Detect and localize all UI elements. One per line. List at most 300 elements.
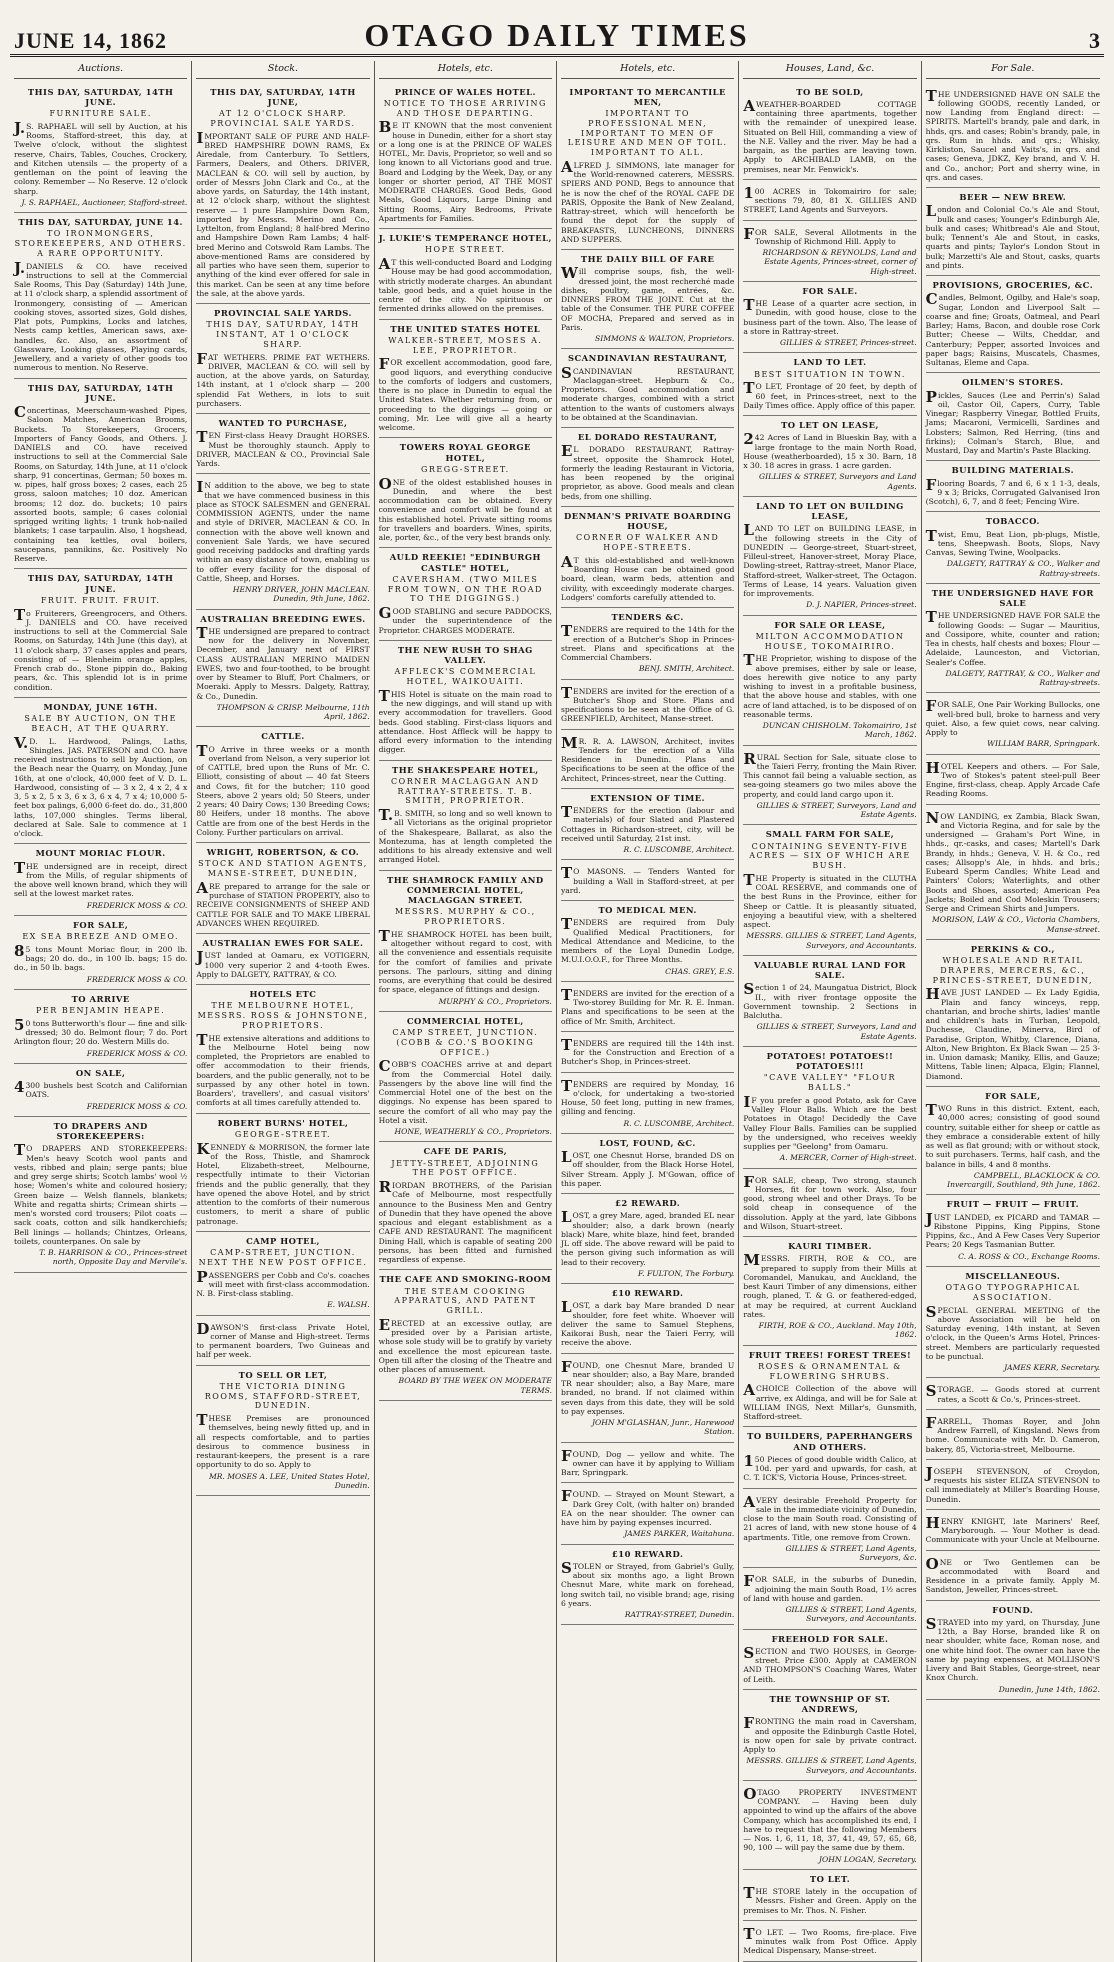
ad-body: THIS Hotel is situate on the main road to the new diggings, and will stand up with every accommodation for travellers. Good beds. Good stabling. First-class liquors and attendance. Host Affleck will be happy to afford every information to the intending digger. bbox=[378, 686, 552, 755]
ad-body: HOTEL Keepers and others. — For Sale, Two of Stokes's patent steel-pull Beer Engine, first-class, cheap. Apply Arcade Cafe Reading Rooms. bbox=[925, 758, 1100, 799]
advertisement bbox=[14, 213, 187, 379]
ad-signature: JAMES PARKER, Waitahuna. bbox=[624, 1529, 735, 1539]
ad-body: TENDERS are invited for the erection of a Two-storey Building for Mr. R. E. Inman. Plans and specifications to be seen at the office of Mr. Smith, Architect. bbox=[560, 985, 735, 1026]
newspaper-title: OTAGO DAILY TIMES bbox=[364, 17, 750, 53]
column-heading: Hotels, etc. bbox=[561, 61, 734, 79]
ad-body: AT this well-conducted Board and Lodging House may be had good accommodation, with strictly moderate charges. An abundant table, good beds, and a quiet house in the centre of the city. No spirituous or fermented drinks allowed on the premises. bbox=[378, 255, 552, 314]
ad-body: STORAGE. — Goods stored at current rates, a Scott & Co.'s, Princes-street. bbox=[925, 1382, 1100, 1404]
advertisement bbox=[926, 1460, 1100, 1510]
ad-subheadline: AT 12 O'CLOCK SHARP. PROVINCIAL SALE YARDS. bbox=[210, 109, 356, 128]
newspaper-page bbox=[10, 10, 1104, 1956]
ad-subheadline: OTAGO TYPOGRAPHICAL ASSOCIATION. bbox=[945, 1283, 1081, 1302]
advertisement bbox=[743, 1047, 916, 1169]
ad-signature: MURPHY & CO., Proprietors. bbox=[438, 996, 552, 1006]
ad-body: FARRELL, Thomas Royer, and John Andrew Farrell, of Kingsland. News from home. Communicate with Mr. D. Cameron, bakery, 85, Victoria-street, Melbourne. bbox=[925, 1413, 1100, 1454]
advertisement bbox=[379, 761, 552, 871]
ad-headline: TO DRAPERS AND STOREKEEPERS: bbox=[53, 1120, 148, 1142]
ad-headline: THE SHAKESPEARE HOTEL, bbox=[391, 764, 539, 775]
ad-body: Section 1 of 24, Maungatua District, Block II., with river frontage opposite the Government township. 2 Sections in Balclutha. bbox=[743, 980, 917, 1021]
advertisement bbox=[743, 1169, 916, 1238]
ad-headline: CAMP HOTEL, bbox=[246, 1235, 320, 1246]
ad-headline: EXTENSION OF TIME. bbox=[590, 792, 706, 803]
ad-body: TENDERS are required from Duly Qualified Medical Practitioners, for Medical Attendance and Medicine, to the members of the Loyal Dunedin Lodge, M.U.I.O.O.F., for Three Months. bbox=[560, 915, 735, 965]
ad-headline: FOR SALE, bbox=[985, 1090, 1041, 1101]
ad-subheadline: MESSRS. MURPHY & CO., PROPRIETORS. bbox=[394, 907, 536, 927]
advertisement bbox=[14, 83, 187, 214]
ad-subheadline: FURNITURE SALE. bbox=[49, 109, 152, 119]
ad-body: ONE of the oldest established houses in Dunedin, and where the best accommodation can be obtained. Every convenience and comfort will be found at this established hotel. Private sitting rooms for travellers and boarders. Wines, spirits, ale, porter, &c., of the very best brands only. bbox=[378, 474, 552, 543]
ad-headline: THE TOWNSHIP OF ST. ANDREWS, bbox=[769, 1693, 891, 1715]
advertisement bbox=[379, 641, 552, 761]
ad-signature: J. S. RAPHAEL, Auctioneer, Stafford-street. bbox=[21, 197, 188, 207]
ad-headline: TO BE SOLD, bbox=[796, 86, 864, 97]
ad-signature: RATTRAY-STREET, Dunedin. bbox=[624, 1610, 735, 1620]
advertisement bbox=[561, 1354, 734, 1443]
ad-signature: CAMPBELL, BLACKLOCK & CO. Invercargill, Southland, 9th June, 1862. bbox=[947, 1170, 1100, 1190]
ad-body: Flooring Boards, 7 and 6, 6 x 1 1-3, deals, 9 x 3; Bricks, Corrugated Galvanised Iron (Scotch), 6, 7, and 8 feet; Fencing Wire. bbox=[925, 475, 1100, 507]
ad-headline: WANTED TO PURCHASE, bbox=[218, 418, 348, 429]
ad-subheadline: CONTAINING SEVENTY-FIVE ACRES — SIX OF WHICH ARE BUSH. bbox=[749, 841, 911, 871]
ad-headline: MONDAY, JUNE 16TH. bbox=[43, 701, 158, 712]
ad-body: IMPORTANT SALE OF PURE AND HALF-BRED HAMPSHIRE DOWN RAMS, Ex Airedale, from Canterbury. To Settlers, Farmers, Dealers, and Others. DRIVER, MACLEAN & CO. will sell by auction, by order of Messrs John Clark and Co., at the above yards, on Saturday, the 14th instant, at 12 o'clock sharp, without the slightest reserve — 1 pure Hampshire Down Ram, imported by Messrs. Merino and Co., Lyttelton, from England; 8 half-bred Merino and Hampshire Down Ram Lambs; 4 half-bred Merino and Cotswold Ram Lambs. The above-mentioned Rams are considered by all parties who have seen them, superior to anything of the kind ever offered for sale in this market. Can be seen at any time before the sale, at the above yards. bbox=[196, 128, 370, 298]
ad-body: TEN First-class Heavy Draught HORSES. Must be thoroughly staunch. Apply to DRIVER, MACLEAN & CO., Provincial Sale Yards. bbox=[196, 428, 370, 469]
ad-headline: TO LET ON LEASE, bbox=[781, 420, 879, 431]
advertisement bbox=[196, 304, 369, 414]
ad-body: THE extensive alterations and additions to the Melbourne Hotel being now completed, the Proprietors are enabled to offer accommodation to their friends, boarders, and the public generally, not to be surpassed by any other hotel in town. Boarders', travellers', and casual visitors' comforts at all times carefully attended to. bbox=[196, 1030, 370, 1108]
ad-body: Candles, Belmont, Ogilby, and Hale's soap, Sugar, London and Liverpool Salt — coarse and fine; Groats, Oatmeal, and Pearl Barley; Hams, Bacon, and double rose Cork Butter; Cheese — Wilts, Cheddar, and Canterbury; Pepper, assorted Invoices and paper bags; Raisins, Muscatels, Chasmes, Sultanas, Eleme and Capa. bbox=[925, 290, 1100, 368]
ad-headline: TO MEDICAL MEN. bbox=[598, 905, 697, 916]
ad-signature: C. A. ROSS & CO., Exchange Rooms. bbox=[958, 1251, 1100, 1261]
advertisement bbox=[561, 1194, 734, 1284]
ad-body: TO MASONS. — Tenders Wanted for building a Wall in Stafford-street, at per yard. bbox=[560, 864, 735, 895]
ad-subheadline: HOPE STREET. bbox=[425, 245, 506, 255]
ad-headline: FOUND. bbox=[992, 1604, 1034, 1615]
ad-body: THE Proprietor, wishing to dispose of the above premises, either by sale or lease, does herewith give notice to any party wishing to invest in a profitable business, that the above house and stables, with one acre of land attached, is to be disposed of on reasonable terms. bbox=[743, 651, 917, 719]
advertisement bbox=[14, 569, 187, 698]
ad-body: OTAGO PROPERTY INVESTMENT COMPANY. — Having been duly appointed to wind up the affairs of the above Company, which has accomplished its end, I have to request that the following Members — Nos. 1, 6, 11, 18, 37, 41, 49, 57, 65, 68, 90, 100 — will pay the same due by them. bbox=[743, 1784, 917, 1853]
advertisement bbox=[926, 1267, 1100, 1379]
advertisement bbox=[561, 982, 734, 1032]
ad-body: JOSEPH STEVENSON, of Croydon, requests his sister ELIZA STEVENSON to call immediately at Miller's Boarding House, Dunedin. bbox=[925, 1463, 1100, 1504]
ad-body: AWEATHER-BOARDED COTTAGE containing three apartments, together with the remainder of unexpired lease. Situated on Bell Hill, commanding a view of the N.E. Valley and the river. May be had a bargain, as the parties are leaving town. Apply to ARCHIBALD LAMB, on the premises, near Mr. Fenwick's. bbox=[743, 96, 917, 174]
ad-body: FAT WETHERS. PRIME FAT WETHERS. DRIVER, MACLEAN & CO. will sell by auction, at the above yards, on Saturday, 14th instant, at 1 o'clock sharp — 200 splendid Fat Wethers, in lots to suit purchasers. bbox=[196, 349, 370, 408]
ad-body: FOUND, one Chesnut Mare, branded U near shoulder; also, a Bay Mare, branded TR near shoulder; also, a Bay Mare, mare branded, no brand. If not claimed within seven days from this date, they will be sold to pay expenses. bbox=[560, 1357, 735, 1416]
ad-body: FOUND. — Strayed on Mount Stewart, a Dark Grey Colt, (with halter on) branded EA on the near shoulder. The owner can have him by paying expenses incurred. bbox=[560, 1487, 735, 1528]
advertisement bbox=[14, 844, 187, 916]
ad-headline: THIS DAY, SATURDAY, 14TH JUNE. bbox=[27, 382, 174, 403]
ad-body: Concertinas, Meerschaum-washed Pipes, Saloon Matches, American Brooms, Buckets. To Storekeepers, Grocers, Importers of Fancy Goods, and Others. J. DANIELS and CO. have received instructions to sell at the Commercial Sale Rooms, on Saturday, 14th June, at 11 o'clock sharp, 91 concertinas, German; 50 boxes m. w. pipes, half gross boxes; 2 cases, each 25 gross, saloon matches; 10 doz. American brooms; 12 doz. do. buckets; 10 pairs assorted boots, sample; 6 cases colonial sprigged writing lights; 1 trunk hob-nailed blankets; 1 case tarpaulin. Also, 1 hogshead, containing tea kettles, oval boilers, saucepans, pannikins, &c. Positively No Reserve. bbox=[14, 403, 188, 564]
column-1 bbox=[10, 61, 192, 1962]
ad-subheadline: GREGG-STREET. bbox=[421, 464, 510, 474]
ad-body: V.D. L. Hardwood, Palings, Laths, Shingles. JAS. PATERSON and CO. have received instructions to sell by Auction, on the Beach near the Quarry, on Monday, June 16th, at one o'clock, 40,000 feet of V. D. L. Hardwood, consisting of — 3 x 2, 4 x 2, 4 x 3, 5 x 2, 5 x 3, 6 x 3, 6 x 4, 7 x 4; 10,000 5-feet box palings, 6,000 6-feet do. do., 31,800 laths, 107,000 shingles. Terms liberal, declared at Sale. Sale to commence at 1 o'clock. bbox=[14, 733, 188, 839]
ad-signature: R. C. LUSCOMBE, Architect. bbox=[623, 1118, 735, 1128]
ad-body: 150 Pieces of good double width Calico, at 10d. per yard and upwards, for cash, at C. T. ICK'S, Victoria House, Princes-street. bbox=[743, 1451, 917, 1483]
column-3 bbox=[375, 61, 557, 1962]
ad-body: JUST landed at Oamaru, ex VOTIGERN, 1000 very superior 2 and 4-tooth Ewes. Apply to DALGETY, RATTRAY, & CO. bbox=[196, 948, 370, 979]
ad-headline: J. LUKIE'S TEMPERANCE HOTEL, bbox=[378, 233, 552, 244]
ad-headline: THIS DAY, SATURDAY, 14TH JUNE. bbox=[27, 86, 174, 107]
column-heading: Auctions. bbox=[14, 61, 187, 79]
advertisement bbox=[196, 1316, 369, 1366]
ad-signature: HENRY DRIVER, JOHN MACLEAN. Dunedin, 9th June, 1862. bbox=[232, 585, 370, 604]
ad-subheadline: CAMP STREET, JUNCTION. (COBB & CO.'S BOOKING OFFICE.) bbox=[392, 1028, 539, 1057]
advertisement bbox=[743, 416, 916, 497]
ad-headline: PROVISIONS, GROCERIES, &C. bbox=[932, 280, 1094, 291]
advertisement bbox=[926, 693, 1100, 754]
ad-headline: COMMERCIAL HOTEL, bbox=[406, 1015, 524, 1026]
ad-body: T.B. SMITH, so long and so well known to all Victorians as the original proprietor of the Shakespeare, Ballarat, as also the Montezuma, has at length completed the additions to his already extensive and well arranged Hotel. bbox=[378, 806, 552, 865]
advertisement bbox=[561, 730, 734, 789]
ad-body: TWO Runs in this district. Extent, each, 40,000 acres; consisting of good sound country, suitable either for sheep or cattle as they embrace a considerable extent of hilly as well as flat ground; with or without stock, to suit purchasers. Terms, half cash, and the balance in bills, 4 and 8 months. bbox=[925, 1101, 1100, 1169]
ad-subheadline: BEST SITUATION IN TOWN. bbox=[754, 369, 906, 379]
ad-body: IF you prefer a good Potato, ask for Cave Valley Flour Balls. Which are the best Potatoes in Otago! Decidedly the Cave Valley Flour Balls. Families can be supplied by the undersigned, who receives weekly supplies per "Geelong" from Oamaru. bbox=[743, 1092, 917, 1152]
ad-body: TO DRAPERS AND STOREKEEPERS: Men's heavy Scotch wool pants and vests, ribbed and plain; serge pants; blue and grey serge shirts; Scotch lambs' wool ½ hose; Women's white and coloured hosiery; Green baize — Welsh flannels, blankets; White and regatta shirts; Crimean shirts — men's worsted cord trousers; Pilot coats — sack coats, cotton and silk handkerchiefs; Bell linings — hollands; Chintzes, Orleans, toilets, counterpanes. On sale by bbox=[14, 1141, 188, 1246]
ad-headline: TOBACCO. bbox=[985, 516, 1040, 527]
ad-headline: THIS DAY, SATURDAY, JUNE 14. bbox=[18, 217, 183, 228]
advertisement bbox=[743, 1781, 916, 1870]
advertisement bbox=[561, 1443, 734, 1484]
ad-headline: THE DAILY BILL OF FARE bbox=[580, 254, 715, 265]
ad-body: DAWSON'S first-class Private Hotel, corner of Manse and High-street. Terms to permanent boarders, Two Guineas and half per week. bbox=[196, 1319, 370, 1360]
ad-subheadline: WHOLESALE AND RETAIL DRAPERS, MERCERS, &C., PRINCES-STREET, DUNEDIN, bbox=[932, 956, 1093, 985]
advertisement bbox=[196, 934, 369, 985]
ad-headline: HOTELS ETC bbox=[249, 989, 317, 1000]
ad-headline: POTATOES! POTATOES!! POTATOES!!! bbox=[766, 1050, 894, 1072]
ad-headline: WRIGHT, ROBERTSON, & CO. bbox=[206, 847, 360, 858]
ad-headline: BEER — NEW BREW. bbox=[959, 192, 1067, 203]
ad-body: FOR SALE, in the suburbs of Dunedin, adjoining the main South Road, 1½ acres of land with house and garden. bbox=[743, 1572, 917, 1603]
ad-headline: MISCELLANEOUS. bbox=[965, 1270, 1061, 1281]
ad-body: Will comprise soups, fish, the well-dressed joint, the most recherché made dishes, poultry, game, entrées, &c. DINNERS FROM THE JOINT. Cut at the table of the Consumer. THE PURE COFFEE OF MOCHA, Prepared and served as in Paris. bbox=[560, 264, 735, 332]
ad-body: NOW LANDING, ex Zambia, Black Swan, and Victoria Regina, and for sale by the undersigned — Graham's Port Wine, in hhds., qr.-casks, and cases; Martell's Dark Brandy, in hhds.; Geneva, V. H. & Co., red cases; Allsopp's Ale, in hhds. and brls.; Eubeard Sperm Candles; White Lead and Painters' Colors; Waterlights, and other Boots and Shoes, assorted; American Pea Jackets; Boiled and Cod Moleskin Trousers; Serge and Crimean Shirts and Jumpers. bbox=[925, 808, 1100, 914]
ad-headline: LAND TO LET ON BUILDING LEASE, bbox=[756, 500, 904, 522]
ad-headline: CATTLE. bbox=[261, 731, 305, 742]
ad-subheadline: CAVERSHAM. (TWO MILES FROM TOWN, ON THE ROAD TO THE DIGGINGS.) bbox=[387, 574, 543, 604]
ad-body: THE undersigned are in receipt, direct from the Mills, of regular shipments of the above well known brand, which they will sell at the lowest market rates. bbox=[14, 858, 188, 899]
ad-signature: FREDERICK MOSS & CO. bbox=[86, 900, 188, 910]
column-4 bbox=[557, 61, 739, 1962]
advertisement bbox=[14, 1064, 187, 1117]
ad-subheadline: THIS DAY, SATURDAY, 14TH INSTANT, AT 1 O'CLOCK SHARP. bbox=[206, 320, 360, 349]
ad-headline: FOR SALE. bbox=[802, 285, 858, 296]
advertisement bbox=[743, 1690, 916, 1781]
ad-signature: GILLIES & STREET, Princes-street. bbox=[780, 338, 917, 348]
advertisement bbox=[926, 461, 1100, 512]
ad-signature: FREDERICK MOSS & CO. bbox=[86, 1048, 188, 1058]
advertisement bbox=[379, 83, 552, 230]
ad-body: KENNEDY & MORRISON, the former late of the Ross, Thistle, and Shamrock Hotel, Elizabeth-street, Melbourne, respectfully intimate to their Victorian friends and the public generally, that they have opened the above Hotel, and by strict attention to the comforts of their numerous customers, to merit a share of public patronage. bbox=[196, 1139, 370, 1226]
ad-headline: ROBERT BURNS' HOTEL, bbox=[217, 1117, 349, 1128]
advertisement bbox=[379, 1012, 552, 1143]
advertisement bbox=[14, 1117, 187, 1273]
ad-headline: DENMAN'S PRIVATE BOARDING HOUSE, bbox=[563, 510, 732, 532]
advertisement bbox=[379, 1270, 552, 1401]
ad-headline: LAND TO LET. bbox=[793, 357, 867, 368]
ad-signature: E. WALSH. bbox=[327, 1300, 370, 1310]
advertisement bbox=[14, 698, 187, 845]
advertisement bbox=[926, 755, 1100, 805]
advertisement bbox=[926, 1195, 1100, 1267]
ad-body: STOLEN or Strayed, from Gabriel's Gully, about six months ago, a light Brown Chesnut Mare, white mark on forehead, long switch tail, no visible brand; age, rising 6 years. bbox=[560, 1558, 735, 1608]
advertisement bbox=[196, 727, 369, 843]
advertisement bbox=[379, 229, 552, 320]
ad-subheadline: MILTON ACCOMMODATION HOUSE, TOKOMAIRIRO. bbox=[755, 631, 905, 651]
ad-headline: IMPORTANT TO MERCANTILE MEN, bbox=[569, 86, 726, 107]
ad-body: MR. R. A. LAWSON, Architect, invites Tenders for the erection of a Villa Residence in Dunedin. Plans and Specifications to be seen at the office of the Architect, Princes-street, near the Cutting. bbox=[560, 733, 735, 783]
advertisement bbox=[196, 474, 369, 609]
advertisement bbox=[561, 608, 734, 680]
ad-signature: A. MERCER, Corner of High-street. bbox=[779, 1153, 917, 1163]
ad-headline: LOST, FOUND, &C. bbox=[599, 1137, 696, 1148]
ad-signature: GILLIES & STREET, Surveyors and Land Agents. bbox=[759, 472, 917, 491]
ad-headline: EL DORADO RESTAURANT, bbox=[577, 432, 718, 443]
ad-body: London and Colonial Co.'s Ale and Stout, bulk and cases; Younger's Edinburgh Ale, bulk and cases; Whitbread's Ale and Stout, bulk; Tennent's Ale and Stout, in casks, quarts and pints; Taylor's London Stout in bulk; Marzetti's Ale and Stout, casks, quarts and pints. bbox=[925, 202, 1100, 270]
ad-body: THE undersigned are prepared to contract now for the delivery in November, December, and January next of FIRST CLASS AUSTRALIAN MERINO MAIDEN EWES, two and four-toothed, to be brought over by Steamer to Bluff, Port Chalmers, or Moeraki. Apply to Messrs. Dalgety, Rattray, & Co., Dunedin. bbox=[196, 623, 370, 701]
ad-signature: D. J. NAPIER, Princes-street. bbox=[806, 600, 917, 610]
advertisement bbox=[926, 276, 1100, 373]
ad-body: AVERY desirable Freehold Property for sale in the immediate vicinity of Dunedin, close to the main South road. Consisting of 21 acres of land, with new stone house of 4 apartments. Title, one remove from Crown. bbox=[743, 1492, 917, 1542]
ad-headline: TO LET. bbox=[809, 1873, 851, 1884]
ad-headline: £2 REWARD. bbox=[615, 1198, 681, 1209]
advertisement bbox=[196, 83, 369, 305]
ad-signature: DUNCAN CHISHOLM. Tokomairiro, 1st March, 1862. bbox=[762, 721, 917, 740]
ad-body: TO LET, Frontage of 20 feet, by depth of 60 feet, in Princes-street, next to the Daily Times office. Apply office of this paper. bbox=[743, 379, 917, 410]
page-number: 3 bbox=[1089, 28, 1100, 53]
ad-subheadline: FRUIT. FRUIT. FRUIT. bbox=[40, 595, 161, 605]
advertisement bbox=[561, 901, 734, 982]
ad-headline: TO SELL OR LET, bbox=[238, 1369, 328, 1380]
ad-signature: WILLIAM BARR, Springpark. bbox=[987, 739, 1100, 749]
ad-body: TENDERS are required by Monday, 16 o'clock, for undertaking a two-storied House, 50 feet long, putting in new frames, gilling and fencing. bbox=[560, 1076, 735, 1117]
ad-headline: FOR SALE OR LEASE, bbox=[774, 619, 886, 630]
advertisement bbox=[743, 221, 916, 282]
ad-body: THE Property is situated in the CLUTHA COAL RESERVE, and commands one of the best Runs in the Province, either for Sheep or Cattle. It is pleasantly situated, enjoying a beautiful view, with a sheltered aspect. bbox=[743, 870, 917, 930]
ad-body: FOR excellent accommodation, good fare, good liquors, and everything conducive to the comforts of lodgers and customers, there is no place in Dunedin to equal the United States. Whether returning from, or proceeding to the diggings — going or coming, Mr. Lee will give all a hearty welcome. bbox=[378, 355, 552, 433]
ad-signature: JOHN LOGAN, Secretary. bbox=[818, 1854, 917, 1864]
ad-headline: FOR SALE, bbox=[72, 919, 129, 930]
ad-subheadline: TO IRONMONGERS, STOREKEEPERS, AND OTHERS. A RARE OPPORTUNITY. bbox=[14, 229, 187, 258]
ad-headline: TENDERS &C. bbox=[611, 612, 684, 623]
ad-headline: FRUIT TREES! FOREST TREES! bbox=[748, 1349, 912, 1360]
ad-headline: THIS DAY, SATURDAY, 14TH JUNE. bbox=[27, 573, 174, 594]
ad-body: 85 tons Mount Moriac flour, in 200 lb. bags; 20 do. do., in 100 lb. bags; 15 do. do., in 50 lb. bags. bbox=[14, 941, 188, 973]
ad-headline: PERKINS & CO., bbox=[970, 943, 1055, 954]
column-heading: Stock. bbox=[196, 61, 369, 79]
advertisement bbox=[926, 1378, 1100, 1410]
ad-body: TENDERS are invited for the erection of a Butcher's Shop and Store. Plans and specifications to be seen at the Office of G. GREENFIELD, Architect, Manse-street. bbox=[560, 683, 735, 724]
ad-signature: JAMES KERR, Secretary. bbox=[1004, 1363, 1100, 1373]
ad-body: 100 ACRES in Tokomairiro for sale; sections 79, 80, 81 X. GILLIES AND STREET, Land Agents and Surveyors. bbox=[743, 183, 917, 215]
ad-headline: KAURI TIMBER. bbox=[788, 1241, 872, 1252]
ad-body: FOR SALE, Several Allotments in the Township of Richmond Hill. Apply to bbox=[743, 224, 917, 246]
ad-body: LOST, a grey Mare, aged, branded EL near shoulder; also, a dark brown (nearly black) Mare, white blaze, hind feet, branded JL off side. The above reward will be paid to the person giving such information as will lead to their recovery. bbox=[560, 1208, 735, 1267]
columns-container bbox=[10, 61, 1104, 1956]
advertisement bbox=[14, 916, 187, 990]
ad-subheadline: THE MELBOURNE HOTEL, MESSRS. ROSS & JOHNSTONE, PROPRIETORS. bbox=[197, 1001, 369, 1030]
ad-headline: ON SALE, bbox=[75, 1067, 126, 1078]
advertisement bbox=[379, 548, 552, 641]
advertisement bbox=[926, 373, 1100, 461]
ad-body: FOR SALE, cheap, Two strong, staunch Horses, fit for town work. Also, four good, strong wheel and other Drays. To be sold cheap in consequence of the dissolution. Apply at the yard, late Gibbons and Wilson, Stuart-street. bbox=[743, 1172, 917, 1231]
advertisement bbox=[926, 188, 1100, 276]
ad-body: FOUND, Dog — yellow and white. The owner can have it by applying to William Barr, Springpark. bbox=[560, 1446, 735, 1478]
ad-body: STRAYED into my yard, on Thursday, June 12th, a Bay Horse, branded like R on near shoulder, white face, Roman nose, and one white hind foot. The owner can have the same by paying expenses, at MOLLISON'S Livery and Bait Stables, George-street, near Knox Church. bbox=[925, 1614, 1100, 1683]
ad-body: PASSENGERS per Cobb and Co's. coaches will meet with first-class accommodation. N. B. First-class stabling. bbox=[196, 1267, 370, 1299]
advertisement bbox=[561, 250, 734, 349]
ad-body: FOR SALE, One Pair Working Bullocks, one well-bred bull, broke to harness and very quiet. Also, a few quiet cows, near calving. Apply to bbox=[925, 697, 1100, 738]
advertisement bbox=[561, 428, 734, 507]
ad-signature: MESSRS. GILLIES & STREET, Land Agents, Surveyors, and Accountants. bbox=[746, 1756, 917, 1775]
ad-subheadline: THE STEAM COOKING APPARATUS, AND PATENT GRILL. bbox=[394, 1286, 537, 1316]
advertisement bbox=[196, 414, 369, 474]
advertisement bbox=[926, 1551, 1100, 1601]
ad-subheadline: PER BENJAMIN HEAPE. bbox=[36, 1006, 166, 1016]
ad-signature: MESSRS. GILLIES & STREET, Land Agents, Surveyors, and Accountants. bbox=[746, 931, 917, 950]
advertisement bbox=[561, 789, 734, 861]
advertisement bbox=[926, 1510, 1100, 1551]
advertisement bbox=[743, 1237, 916, 1346]
ad-body: ALFRED J. SIMMONS, late manager for the World-renowned caterers, MESSRS. SPIERS AND POND, Begs to announce that he is now the chef of the ROYAL CAFE DE PARIS, Opposite the Bank of New Zealand, Rattray-street, which will henceforth be found the depot for the supply of BREAKFASTS, LUNCHEONS, DINNERS AND SUPPERS. bbox=[560, 157, 735, 244]
ad-body: THE Lease of a quarter acre section, in Dunedin, with good house, close to the business part of the town. Also, The lease of a store in Rattray-street. bbox=[743, 296, 917, 336]
advertisement bbox=[561, 860, 734, 901]
advertisement bbox=[561, 1032, 734, 1073]
ad-body: RURAL Section for Sale, situate close to the Taieri Ferry, fronting the Main River. This cannot fail being a valuable section, as sea-going steamers go two miles above the property, and could land cargo upon it. bbox=[743, 749, 917, 799]
advertisement bbox=[743, 616, 916, 746]
advertisement bbox=[561, 349, 734, 428]
ad-body: SCANDINAVIAN RESTAURANT, Maclaggan-street. Hepburn & Co., Proprietors. Good accommodation and moderate charges, combined with a strict attention to the wants of customers always to be obtained at the Scandinavian. bbox=[560, 363, 735, 422]
ad-signature: JOHN M'GLASHAN, Junr., Harewood Station. bbox=[591, 1418, 735, 1437]
ad-body: TENDERS for the erection (labour and materials) of four Slated and Plastered Cottages in Richardson-street, city, will be received until Saturday, 21st inst. bbox=[560, 803, 735, 843]
ad-body: THESE Premises are pronounced themselves, being newly fitted up, and in all respects comfortable, and to parties desirous to commence business in restaurant-keepers, the present is a rare opportunity to do so. Apply to bbox=[196, 1411, 370, 1470]
advertisement bbox=[561, 1284, 734, 1354]
ad-subheadline: CORNER OF WALKER AND HOPE-STREETS. bbox=[576, 533, 720, 553]
advertisement bbox=[561, 1073, 734, 1134]
ad-signature: GILLIES & STREET, Land Agents, Surveyors, and Accountants. bbox=[785, 1605, 917, 1624]
ad-subheadline: "CAVE VALLEY" "FLOUR BALLS." bbox=[763, 1073, 897, 1093]
ad-body: BE IT KNOWN that the most convenient house in Dunedin, either for a short stay or a long one is at the PRINCE OF WALES HOTEL, Mr. Davis, Proprietor, so well and so long known to all Victorians good and true. Board and Lodging by the Week, Day, or any longer or shorter period, AT THE MOST MODERATE CHARGES. Good Beds, Good Meals, Good Liquors, Large Dining and Sitting Rooms, Airy Bedrooms, Private Apartments for Families. bbox=[378, 118, 552, 223]
ad-body: J.DANIELS & CO. have received instructions to sell at the Commercial Sale Rooms, This Day (Saturday) 14th June, at 11 o'clock sharp, a splendid assortment of Ironmongery, consisting of — American cooking stoves, assorted sizes, Gold dishes, Plat pots, Pumpkins, Locks and latches, Nests camp kettles, American saws, axe-handles, &c. Also, an assortment of Glassware, Looking glasses, Playing cards, Jewellery, and a variety of other goods too numerous to mention. No Reserve. bbox=[14, 258, 188, 373]
ad-signature: CHAS. GREY, E.S. bbox=[665, 966, 735, 976]
ad-subheadline: STOCK AND STATION AGENTS, MANSE-STREET, DUNEDIN, bbox=[198, 859, 368, 879]
ad-signature: DALGETY, RATTRAY & CO., Walker and Rattray-streets. bbox=[946, 559, 1100, 578]
advertisement bbox=[743, 956, 916, 1047]
ad-signature: MR. MOSES A. LEE, United States Hotel, Dunedin. bbox=[208, 1471, 370, 1490]
advertisement bbox=[196, 1366, 369, 1497]
advertisement bbox=[196, 985, 369, 1114]
column-heading: Hotels, etc. bbox=[379, 61, 552, 79]
ad-body: ACHOICE Collection of the above will arrive, ex Aldinga, and will be for Sale at WILLIAM INGS, Next Millar's, Gunsmith, Stafford-street. bbox=[743, 1381, 917, 1422]
advertisement bbox=[743, 1427, 916, 1488]
ad-body: HENRY KNIGHT, late Mariners' Reef, Maryborough. — Your Mother is dead. Communicate with your Uncle at Melbourne. bbox=[925, 1513, 1100, 1545]
ad-headline: VALUABLE RURAL LAND FOR SALE. bbox=[753, 959, 907, 981]
advertisement bbox=[379, 438, 552, 548]
advertisement bbox=[561, 507, 734, 608]
ad-body: 4300 bushels best Scotch and Californian OATS. bbox=[14, 1078, 188, 1100]
column-5 bbox=[739, 61, 921, 1962]
advertisement bbox=[743, 282, 916, 354]
ad-headline: £10 REWARD. bbox=[611, 1548, 684, 1559]
ad-headline: AUSTRALIAN BREEDING EWES. bbox=[200, 613, 366, 624]
ad-body: LAND TO LET on BUILDING LEASE, in the following streets in the City of DUNEDIN — George-street, Stuart-street, Filleul-street, Hanover-street, Moray Place, Dowling-street, Rattray-street, Manor Place, Stafford-street, Walker-street, The Octagon. Terms of Lease, 14 years. Valuation given for improvements. bbox=[743, 521, 917, 599]
column-heading: For Sale. bbox=[926, 61, 1100, 79]
ad-body: Twist, Emu, Beat Lion, pb-plugs, Mistle, tens, Sheepwash. Boots, Slops, Navy Canvas, Sewing Twine, Woolpacks. bbox=[925, 526, 1100, 558]
ad-signature: T. B. HARRISON & CO., Princes-street north, Opposite Day and Mervile's. bbox=[39, 1248, 188, 1267]
ad-body: EL DORADO RESTAURANT, Rattray-street, opposite the Shamrock Hotel, formerly the leading Restaurant in Victoria, has been reopened by the original proprietor, as above. Good meals and clean beds, from one shilling. bbox=[560, 442, 735, 501]
ad-body: THE UNDERSIGNED HAVE ON SALE the following GOODS, recently Landed, or now Landing from England direct: — SPIRITS. Martell's brandy, pale and dark, in hhds, qrs. and cases; Robin's brandy, pale, in qrs. Rum in hhds. and qrs.; Whisky, Kirkliston, Saucel and Vaits's, in qrs. and cases; Geneva, JDKZ, Key brand, and V. H. and Co., anchor; Port and sherry wine, in qrs. and cases. bbox=[925, 86, 1100, 182]
ad-body: ERECTED at an excessive outlay, are presided over by a Parisian artiste, whose sole study will be to gratify by variety and excellence the most epicurean taste. Open till after the closing of the Theatre and other places of amusement. bbox=[378, 1315, 552, 1375]
advertisement bbox=[743, 1870, 916, 1921]
column-2 bbox=[192, 61, 374, 1962]
ad-headline: TO BUILDERS, PAPERHANGERS AND OTHERS. bbox=[747, 1431, 913, 1452]
advertisement bbox=[561, 83, 734, 251]
issue-date: JUNE 14, 1862 bbox=[14, 28, 167, 53]
advertisement bbox=[926, 1601, 1100, 1700]
ad-body: FRONTING the main road in Caversham, and opposite the Edinburgh Castle Hotel, is now open for sale by private contract. Apply to bbox=[743, 1714, 917, 1755]
ad-headline: THE UNITED STATES HOTEL bbox=[390, 323, 541, 334]
advertisement bbox=[196, 1232, 369, 1316]
advertisement bbox=[14, 990, 187, 1064]
ad-headline: PRINCE OF WALES HOTEL. bbox=[394, 86, 536, 97]
advertisement bbox=[926, 805, 1100, 940]
ad-body: THE UNDERSIGNED HAVE FOR SALE the following Goods: — Sugar — Mauritius, and Cossipore, white, counter and ration; Tea in chests, half chests and boxes; Flour — Adelaide, Launceston, and Victorian, Sealer's Coffee. bbox=[925, 608, 1100, 667]
ad-subheadline: SALE BY AUCTION, ON THE BEACH, AT THE QUARRY. bbox=[24, 714, 177, 733]
ad-subheadline: WALKER-STREET, MOSES A. LEE, PROPRIETOR. bbox=[388, 335, 543, 355]
ad-body: AT this old-established and well-known Boarding House can be obtained good board, clean, warm beds, attention and civility, with exceedingly moderate charges. Lodgers' comforts carefully attended to. bbox=[560, 552, 735, 602]
ad-signature: GILLIES & STREET, Surveyors, Land and Estate Agents. bbox=[756, 800, 917, 820]
ad-headline: BUILDING MATERIALS. bbox=[951, 465, 1075, 476]
ad-headline: THIS DAY, SATURDAY, 14TH JUNE, bbox=[210, 86, 356, 107]
advertisement bbox=[743, 1630, 916, 1690]
ad-headline: CAFE DE PARIS, bbox=[423, 1146, 508, 1157]
ad-body: Pickles, Sauces (Lee and Perrin's) Salad oil, Castor Oil, Capers, Curry, Table Vinegar; Raspberry Vinegar, Bottled Fruits, Jams; Macaroni, Vermicelli, Sardines and Lobsters; Salmon, Red Herring, (tins and firkins); Colman's Starch, Blue, and Mustard, Day and Martin's Paste Blacking. bbox=[925, 387, 1100, 456]
advertisement bbox=[743, 1568, 916, 1629]
ad-subheadline: GEORGE-STREET. bbox=[234, 1129, 332, 1139]
ad-signature: Dunedin, June 14th, 1862. bbox=[998, 1684, 1100, 1694]
advertisement bbox=[196, 1114, 369, 1232]
advertisement bbox=[196, 843, 369, 934]
ad-body: GOOD STABLING and secure PADDOCKS, under the superintendence of the Proprietor. CHARGES MODERATE. bbox=[378, 604, 552, 635]
masthead bbox=[10, 10, 1104, 57]
ad-headline: £10 REWARD. bbox=[611, 1288, 684, 1299]
ad-body: LOST, a dark bay Mare branded D near shoulder, fore feet white. Whoever will deliver the same to Samuel Stephens, Kaikorai Bush, near the Taieri Ferry, will receive the above. bbox=[560, 1298, 735, 1348]
ad-headline: SCANDINAVIAN RESTAURANT, bbox=[567, 353, 728, 364]
advertisement bbox=[14, 379, 187, 570]
advertisement bbox=[926, 1410, 1100, 1460]
ad-signature: MORISON, LAW & CO., Victoria Chambers, Manse-street. bbox=[932, 915, 1100, 934]
ad-headline: AULD REEKIE! "EDINBURGH CASTLE" HOTEL, bbox=[389, 552, 541, 573]
ad-body: THE SHAMROCK HOTEL has been built, altogether without regard to cost, with all the convenience and essentials requisite for the comfort of families and private persons. The parlours, sitting and dining rooms, are everything that could be desired for space, elegance of fittings and design. bbox=[378, 926, 552, 995]
advertisement bbox=[379, 871, 552, 1012]
ad-headline: MOUNT MORIAC FLOUR. bbox=[35, 848, 166, 859]
ad-signature: BOARD BY THE WEEK ON MODERATE TERMS. bbox=[398, 1376, 552, 1395]
ad-body: TO LET. — Two Rooms, fire-place. Five minutes walk from Post Office. Apply Medical Dispensary, Manse-street. bbox=[743, 1924, 917, 1956]
ad-headline: PROVINCIAL SALE YARDS. bbox=[214, 308, 352, 319]
advertisement bbox=[561, 1134, 734, 1194]
column-heading: Houses, Land, &c. bbox=[743, 61, 916, 79]
ad-subheadline: THE VICTORIA DINING ROOMS, STAFFORD-STREET, DUNEDIN. bbox=[204, 1381, 362, 1411]
ad-signature: FIRTH, ROE & CO., Auckland. May 10th, 1862. bbox=[758, 1321, 917, 1340]
advertisement bbox=[743, 825, 916, 956]
ad-body: TENDERS are required till the 14th inst. for the Construction and Erection of a Butcher's Shop, in Princes-street. bbox=[560, 1035, 735, 1067]
advertisement bbox=[379, 1142, 552, 1270]
ad-signature: FREDERICK MOSS & CO. bbox=[86, 974, 188, 984]
advertisement bbox=[561, 1483, 734, 1544]
advertisement bbox=[926, 512, 1100, 584]
ad-body: J.S. RAPHAEL will sell by Auction, at his Rooms, Stafford-street, this day, at Twelve o'clock, without the slightest reserve, Chairs, Tables, Couches, Crockery, and Kitchen utensils — the property of a gentleman on the point of leaving the colony. Remember — No Reserve. 12 o'clock sharp. bbox=[14, 118, 188, 196]
advertisement bbox=[926, 83, 1100, 189]
advertisement bbox=[743, 497, 916, 616]
ad-subheadline: CORNER MACLAGGAN AND RATTRAY-STREETS. T. B. SMITH, PROPRIETOR. bbox=[391, 776, 540, 806]
